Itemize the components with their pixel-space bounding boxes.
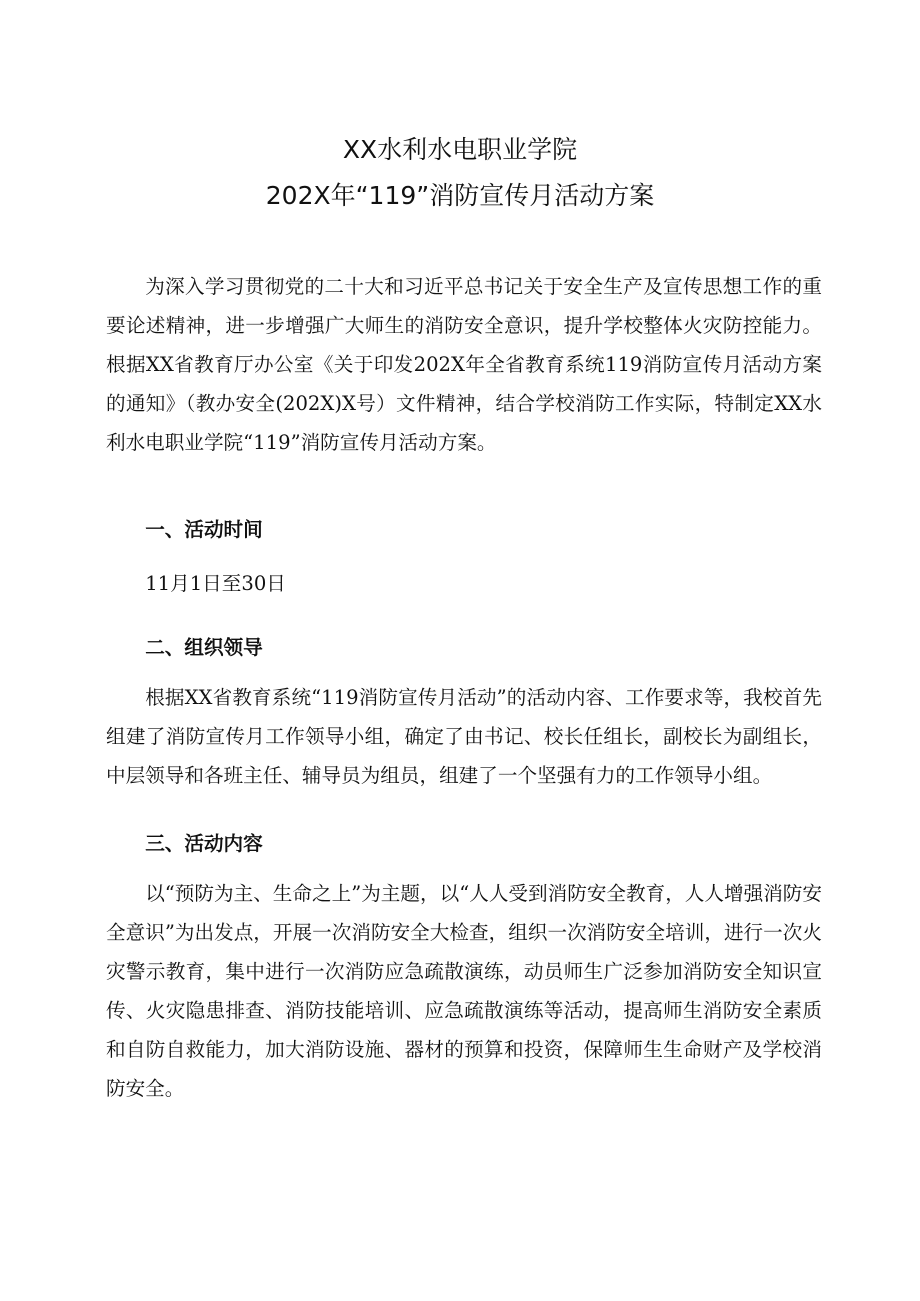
activity-content-paragraph: 以“预防为主、生命之上”为主题，以“人人受到消防安全教育，人人增强消防安全意识”为出发点，开展一次消防安全大检查，组织一次消防安全培训，进行一次火灾警示教育，集中进行一次消防应急疏散演练，动员师生广泛参加消防安全知识宣传、火灾隐患排查、消防技能培训、应急疏散演练等活动，提高师生消防安全素质和自防自救能力，加大消防设施、器材的预算和投资，保障师生生命财产及学校消防安全。 bbox=[106, 882, 822, 1100]
intro-paragraph: 为深入学习贯彻党的二十大和习近平总书记关于安全生产及宣传思想工作的重要论述精神，进一步增强广大师生的消防安全意识，提升学校整体火灾防控能力。根据XX省教育厅办公室《关于印发202X年全省教育系统119消防宣传月活动方案的通知》（教办安全(202X)X号）文件精神，结合学校消防工作实际，特制定XX水利水电职业学院“119”消防宣传月活动方案。 bbox=[106, 275, 822, 454]
document-title-line-2: 202X年“119”消防宣传月活动方案 bbox=[265, 181, 655, 210]
document-title-line-1: XX水利水电职业学院 bbox=[342, 135, 578, 164]
activity-time-value: 11月1日至30日 bbox=[145, 572, 286, 595]
section-heading-organization: 二、组织领导 bbox=[145, 636, 263, 659]
section-heading-activity-content: 三、活动内容 bbox=[145, 832, 263, 855]
section-heading-activity-time: 一、活动时间 bbox=[145, 518, 263, 541]
organization-paragraph: 根据XX省教育系统“119消防宣传月活动”的活动内容、工作要求等，我校首先组建了消防宣传月工作领导小组，确定了由书记、校长任组长，副校长为副组长，中层领导和各班主任、辅导员为组员，组建了一个坚强有力的工作领导小组。 bbox=[106, 686, 822, 787]
